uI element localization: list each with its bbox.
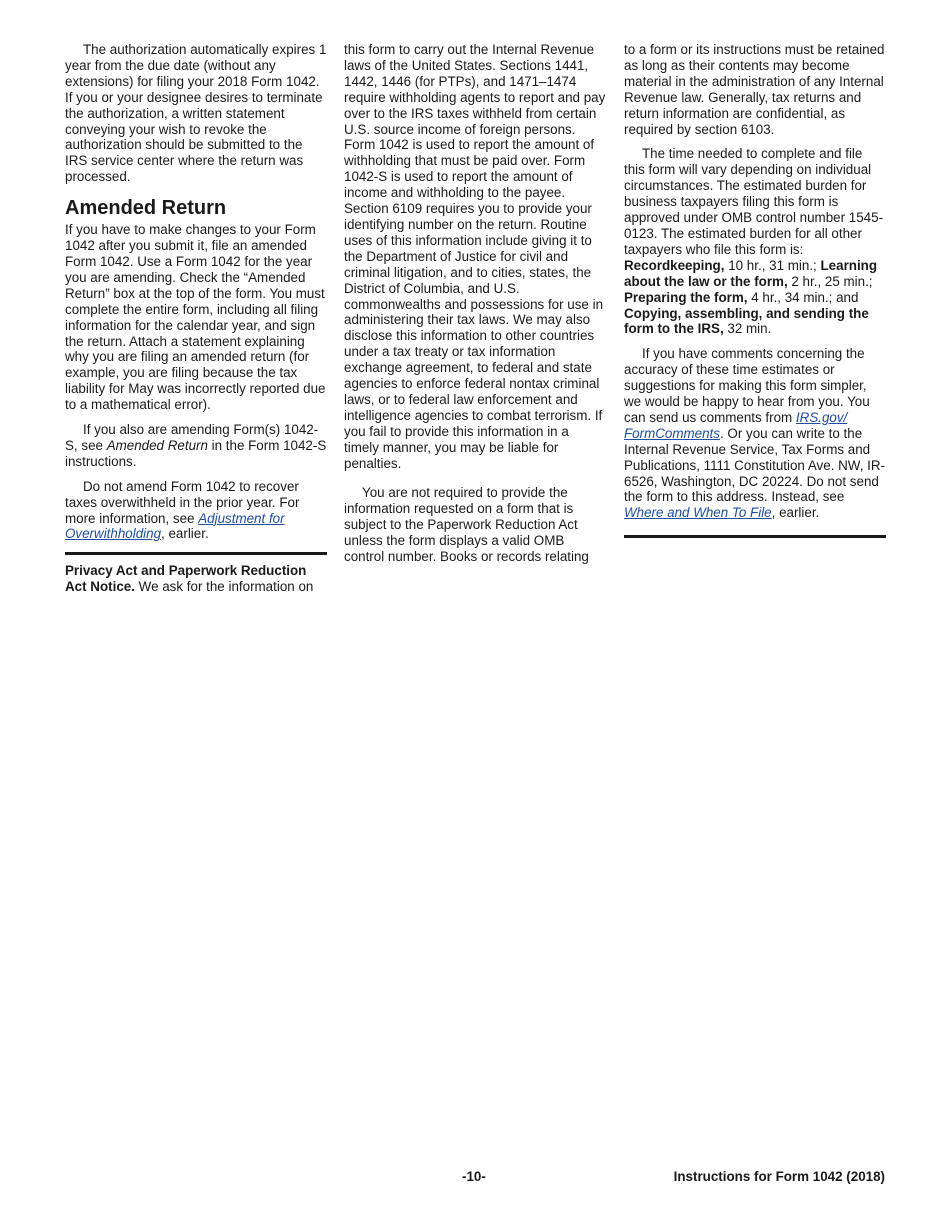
text-run: Do not amend Form 1042 to recover taxes overwithheld in the prior year. For more information, see (65, 478, 300, 526)
authorization-paragraph: The authorization automatically expires 1 year from the due date (without any extensions) for filing your 2018 Form 1042. If you or your designee desires to terminate the authorization, a written statement conveying your wish to revoke the authorization should be submitted to the IRS service center where the return was processed. (65, 42, 327, 185)
text-run: . Or you can write to the Internal Revenue Service, Tax Forms and Publications, 1111 Constitution Ave. NW, IR-6526, Washington, DC 20224. Do not send the form to this address. Instead, see (624, 425, 885, 505)
copying-label: Copying, assembling, and sending the form to the IRS, (624, 305, 869, 337)
end-divider (624, 535, 886, 538)
text-run: If you have comments concerning the accuracy of these time estimates or suggestions for making this form simpler, we would be happy to hear from you. You can send us comments from (624, 346, 870, 425)
paperwork-reduction-paragraph: You are not required to provide the information requested on a form that is subject to the Paperwork Reduction Act unless the form displays a valid OMB control number. Books or records relating (344, 485, 589, 565)
page-number: -10- (462, 1169, 486, 1184)
amended-return-heading: Amended Return (65, 197, 227, 220)
preparing-label: Preparing the form, (624, 289, 748, 305)
text-run: If you also are amending Form(s) 1042-S, see (65, 422, 319, 453)
records-retention-paragraph: to a form or its instructions must be retained as long as their contents may become material in the administration of any Internal Revenue law. Generally, tax returns and return information are confidential, as required by section 6103. (624, 42, 885, 137)
text-run: , earlier. (161, 526, 209, 542)
learning-value: 2 hr., 25 min.; (787, 273, 873, 289)
recordkeeping-label: Recordkeeping, (624, 257, 725, 273)
recordkeeping-value: 10 hr., 31 min.; (724, 257, 821, 273)
comments-paragraph (624, 346, 886, 521)
where-when-to-file-link[interactable]: Where and When To File (624, 505, 772, 521)
column-1 (65, 42, 327, 604)
amended-return-paragraph: If you have to make changes to your Form 1042 after you submit it, file an amended Form 1042. Use a Form 1042 for the year you are amending. Check the “Amended Return” box at the top of the form. You must complete the entire form, including all filing information for the calendar year, and sign the return. Attach a statement explaining why you are filing an amended return (for example, you are filing because the tax liability for May was incorrectly reported due to a mathematical error). (65, 222, 326, 413)
text-run: , earlier. (771, 505, 820, 521)
privacy-act-paragraph (65, 563, 327, 595)
emphasis-text: Amended Return (106, 437, 208, 453)
preparing-value: 4 hr., 34 min.; and (747, 289, 859, 305)
privacy-act-continued: this form to carry out the Internal Revenue laws of the United States. Sections 1441, 1442, 1446 (for PTPs), and 1471–1474 require withholding agents to report and pay over to the IRS taxes withheld from certain U.S. source income of foreign persons. Form 1042 is used to report the amount of withholding that must be paid over. Form 1042-S is used to report the amount of income and withholding to the payee. Section 6109 requires you to provide your identifying number on the return. Routine uses of this information include giving it to the Department of Justice for civil and criminal litigation, and to cities, states, the District of Columbia, and U.S. commonwealths and possessions for use in administering their tax laws. We may also disclose this information to other countries under a tax treaty or tax information exchange agreement, to federal and state agencies to enforce federal nontax criminal laws, or to federal law enforcement and intelligence agencies to combat terrorism. If you fail to provide this information in a timely manner, you may be liable for penalties. (344, 42, 606, 471)
column-2 (344, 42, 606, 574)
footer-title: Instructions for Form 1042 (2018) (673, 1169, 885, 1184)
privacy-act-heading: Privacy Act and Paperwork Reduction Act Notice. (65, 563, 307, 595)
section-divider (65, 552, 327, 555)
copying-value: 32 min. (723, 321, 772, 337)
text-run: in the Form 1042-S instructions. (65, 437, 327, 469)
adjustment-overwithholding-link[interactable]: Adjustment for Overwithholding (65, 510, 285, 542)
column-3 (624, 42, 886, 546)
time-burden-paragraph (624, 146, 886, 337)
text-run: We ask for the information on (134, 579, 314, 595)
text-run: The time needed to complete and file this form will vary depending on individual circumstances. The estimated burden for business taxpayers filing this form is approved under OMB control number 1545-0123. The estimated burden for all other taxpayers who file this form is: (624, 146, 884, 257)
irs-form-comments-link[interactable]: IRS.gov/ FormComments (624, 409, 848, 441)
amending-1042s-paragraph (65, 422, 327, 470)
learning-label: Learning about the law or the form, (624, 257, 878, 289)
overwithholding-paragraph (65, 479, 327, 543)
